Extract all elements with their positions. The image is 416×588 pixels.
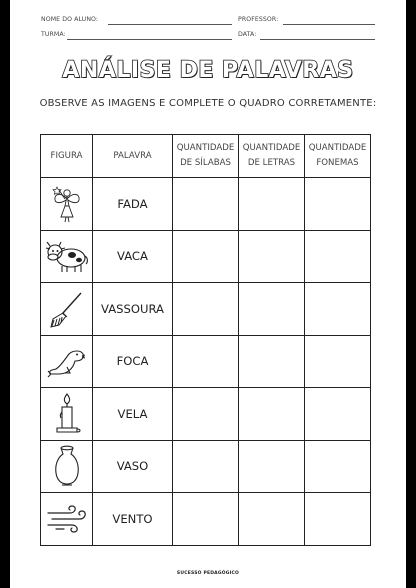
analysis-table (40, 134, 371, 546)
word-cell: FOCA (93, 335, 173, 388)
seal-icon (47, 343, 87, 379)
letters-answer-cell[interactable] (239, 335, 305, 388)
phonemes-answer-cell[interactable] (305, 335, 371, 388)
word-cell: VACA (93, 230, 173, 283)
word-cell: FADA (93, 178, 173, 231)
instruction-text: OBSERVE AS IMAGENS E COMPLETE O QUADRO CORRETAMENTE: (39, 98, 377, 109)
date-label: DATA: (238, 31, 257, 38)
class-label: TURMA: (41, 31, 66, 38)
table-row (41, 388, 371, 441)
column-header-phonemes: QUANTIDADE FONEMAS (305, 135, 371, 178)
syllables-answer-cell[interactable] (173, 388, 239, 441)
table-row (41, 440, 371, 493)
teacher-label: PROFESSOR: (238, 16, 279, 23)
letters-answer-cell[interactable] (239, 230, 305, 283)
page-title: ANÁLISE DE PALAVRAS (62, 58, 354, 83)
syllables-answer-cell[interactable] (173, 335, 239, 388)
column-header-syllables: QUANTIDADE DE SÍLABAS (173, 135, 239, 178)
phonemes-answer-cell[interactable] (305, 440, 371, 493)
phonemes-answer-cell[interactable] (305, 230, 371, 283)
table-row (41, 493, 371, 546)
footer-brand: SUCESSO PEDAGÓGICO (176, 571, 240, 576)
broom-icon (47, 289, 87, 329)
phonemes-answer-cell[interactable] (305, 178, 371, 231)
fairy-icon (50, 184, 84, 224)
figure-cell (41, 335, 93, 388)
date-field[interactable] (260, 39, 375, 40)
letters-answer-cell[interactable] (239, 178, 305, 231)
wind-icon (46, 504, 88, 534)
table-row (41, 335, 371, 388)
column-header-letters: QUANTIDADE DE LETRAS (239, 135, 305, 178)
column-header-figure: FIGURA (41, 135, 93, 178)
letters-answer-cell[interactable] (239, 283, 305, 336)
word-cell: VENTO (93, 493, 173, 546)
worksheet-page (10, 0, 406, 588)
cow-icon (44, 237, 90, 275)
phonemes-answer-cell[interactable] (305, 388, 371, 441)
figure-cell (41, 230, 93, 283)
phonemes-answer-cell[interactable] (305, 493, 371, 546)
figure-cell (41, 440, 93, 493)
syllables-answer-cell[interactable] (173, 178, 239, 231)
phonemes-answer-cell[interactable] (305, 283, 371, 336)
teacher-field[interactable] (283, 24, 375, 25)
word-cell: VELA (93, 388, 173, 441)
candle-icon (53, 392, 81, 436)
syllables-answer-cell[interactable] (173, 493, 239, 546)
letters-answer-cell[interactable] (239, 388, 305, 441)
table-row (41, 178, 371, 231)
class-field[interactable] (67, 39, 232, 40)
title-wrap (10, 58, 406, 83)
word-cell: VASSOURA (93, 283, 173, 336)
figure-cell (41, 493, 93, 546)
table-row (41, 230, 371, 283)
syllables-answer-cell[interactable] (173, 283, 239, 336)
syllables-answer-cell[interactable] (173, 230, 239, 283)
student-name-field[interactable] (108, 24, 232, 25)
student-name-label: NOME DO ALUNO: (41, 16, 99, 23)
syllables-answer-cell[interactable] (173, 440, 239, 493)
column-header-word: PALAVRA (93, 135, 173, 178)
word-cell: VASO (93, 440, 173, 493)
figure-cell (41, 283, 93, 336)
letters-answer-cell[interactable] (239, 493, 305, 546)
letters-answer-cell[interactable] (239, 440, 305, 493)
table-row (41, 283, 371, 336)
vase-icon (51, 444, 83, 488)
figure-cell (41, 388, 93, 441)
figure-cell (41, 178, 93, 231)
